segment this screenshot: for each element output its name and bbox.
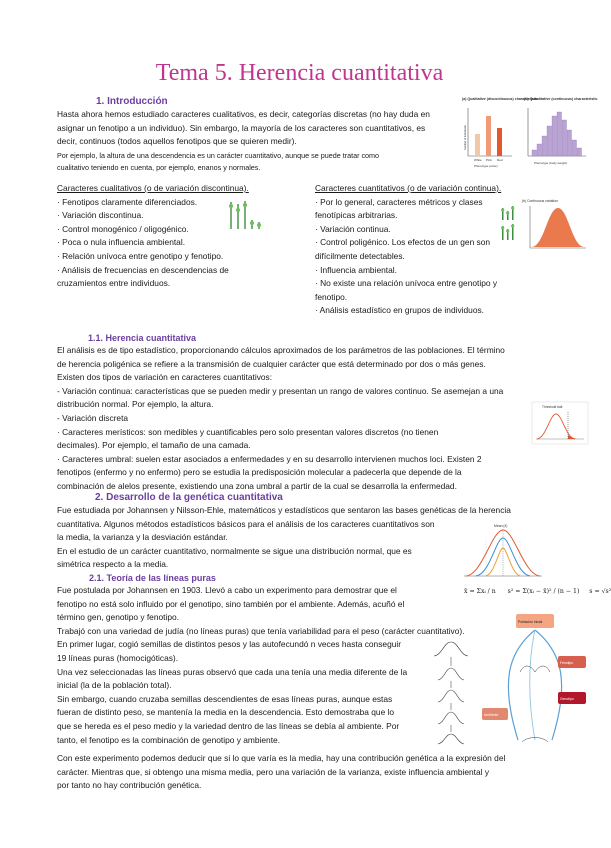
section-2-heading: 2. Desarrollo de la genética cuantitativa [95, 492, 283, 503]
text-line: En el estudio de un carácter cuantitativo, normalmente se sigue una distribución normal, que es [57, 545, 412, 556]
list-item: · Por lo general, caracteres métricos y clases [315, 196, 483, 207]
initial-population-label: Población inicial [518, 620, 543, 624]
quantitative-heading: Caracteres cuantitativos (o de variación continua). [315, 183, 502, 193]
phenotype-label: Fenotipo [560, 661, 574, 665]
list-item: · Influencia ambiental. [315, 264, 397, 275]
environment-label: Ambiente [484, 713, 499, 717]
variance-formula: s² = Σ(xᵢ − x̄)² / (n − 1) [507, 588, 580, 595]
text-line: · Caracteres merísticos: son medibles y cuantificables pero solo presentan valores discretos (no tienen [57, 426, 439, 437]
text-line: - Variación discreta [57, 412, 129, 423]
a-x-axis-label: Phenotype (color) [474, 164, 498, 168]
section-2-1-text [57, 584, 465, 747]
text-line: por tanto no hay contribución genética. [57, 780, 202, 791]
qualitative-heading: Caracteres cualitativos (o de variación discontinua). [57, 183, 249, 193]
list-item: · Control poligénico. Los efectos de un gen son [315, 237, 491, 248]
page-title: Tema 5. Herencia cuantitativa [155, 60, 444, 86]
section-1-1-heading: 1.1. Herencia cuantitativa [88, 333, 197, 343]
text-line: inicial (la de la población total). [57, 680, 172, 691]
list-item: · Relación unívoca entre genotipo y fenotipo. [57, 250, 224, 261]
text-line: Fue postulada por Johannsen en 1903. Llevó a cabo un experimento para demostrar que el [57, 585, 397, 595]
conclusion-text [57, 752, 505, 793]
text-line: que se hereda es el peso medio y la variedad dentro de las líneas se debía al ambiente. Por [57, 720, 400, 731]
pea-plants-illustration [226, 196, 266, 232]
lineage-arrow-right [535, 630, 562, 740]
text-line: - Variación continua: características que se pueden medir y presentan un rango de valores continuo. Se asemejan a una [57, 385, 504, 396]
text-line: combinación de alelos presente, existiendo una zona umbral a partir de la cual se desarrolla la enfermedad. [57, 480, 457, 491]
list-item: · Variación continua. [315, 223, 391, 234]
text-line: de herencia poligénica se refiere a la transmisión de cualquier carácter que está determinado por dos o más genes. [57, 358, 486, 369]
bar-pink [486, 116, 491, 156]
mean-formula: x̄ = Σxᵢ / n [464, 588, 496, 595]
text-line: fenotipo no está solo influido por el genotipo, sino también por el ambiente. Además, acuñó el [57, 598, 405, 609]
text-line: Por ejemplo, la altura de una descendencia es un carácter cuantitativo, aunque se puede tratar como [57, 151, 380, 160]
text-line: decir, continuos (todos aquellos fenotipos que se quieren medir). [57, 136, 297, 147]
a-y-axis-label: Number of individuals [464, 125, 467, 150]
lineage-arrow-center [530, 630, 535, 740]
threshold-title: Threshold trait [542, 405, 563, 409]
list-item: · Variación discontinua. [57, 210, 144, 221]
b-x-axis-label: Phenotype (body weight) [534, 161, 568, 165]
list-item: fenotípicas arbitrarias. [315, 210, 398, 221]
lineage-arrow-left [508, 630, 535, 740]
text-line: Fue estudiada por Johannsen y Nilsson-Ehle, matemáticos y estadísticos que sentaron las bases genéticas de la herencia [57, 505, 511, 515]
list-item: cruzamientos entre individuos. [57, 278, 171, 289]
quantitative-traits-list [315, 182, 501, 318]
bar-white [475, 134, 480, 156]
section-1-text [57, 108, 430, 149]
text-line: Una vez seleccionadas las líneas puras observó que cada una tenía una media diferente de la [57, 666, 408, 677]
continuous-variation-figure [500, 196, 590, 254]
section-2-text [57, 504, 511, 572]
text-line: En primer lugar, cogió semillas de distintos pesos y las autofecundó n veces hasta conseguir [57, 639, 402, 650]
panel-b-label: (b) Quantitative (continuous) characteristic [524, 97, 598, 101]
list-item: fenotipo. [315, 291, 348, 302]
selection-curve [520, 666, 550, 672]
normal-distributions-figure [462, 520, 544, 582]
continuous-variation-label: (b) Continuous variation [522, 199, 558, 203]
list-item: · Análisis estadístico en grupos de individuos. [315, 305, 484, 316]
qualitative-traits-list [57, 182, 249, 291]
text-line: simétrica respecto a la media. [57, 559, 169, 570]
text-line: El análisis es de tipo estadístico, proporcionando cálculos aproximados de los parámetros de las poblaciones. El término [57, 345, 505, 355]
panel-a-label: (a) Qualitative (discontinuous) characteristic [462, 97, 539, 101]
section-1-heading: 1. Introducción [96, 96, 168, 107]
list-item: · Análisis de frecuencias en descendencias de [57, 264, 229, 275]
text-line: asignar un fenotipo a un individuo). Sin embargo, la mayoría de los caracteres son cuantitativos, es [57, 122, 426, 133]
list-item: · Fenotipos claramente diferenciados. [57, 196, 198, 207]
text-line: cualitativo teniendo en cuenta, por ejemplo, enanos y normales. [57, 162, 261, 172]
histogram-bars [532, 112, 582, 156]
text-line: cuantitativa. Algunos métodos estadísticos básicos para el análisis de los caracteres cuantitativos son [57, 518, 435, 529]
text-line: tanto, el fenotipo es la combinación de genotipo y ambiente. [57, 734, 281, 745]
text-line: fueran de distinto peso, se mantenía la media en la descendencia. Esto demostraba que lo [57, 707, 395, 718]
section-2-1-heading: 2.1. Teoría de las líneas puras [89, 573, 216, 583]
section-1-example [57, 150, 379, 173]
johannsen-experiment-diagram [478, 612, 590, 748]
pure-lines-distributions-figure [430, 638, 472, 748]
a-tick: White [474, 158, 482, 162]
list-item: · No existe una relación unívoca entre genotipo y [315, 278, 498, 289]
genotype-label: Genotipo [560, 697, 574, 701]
normal-curve [532, 208, 584, 247]
mean-label: Mean (x̄) [494, 524, 508, 528]
bar-red [497, 128, 502, 156]
a-tick: Red [497, 158, 503, 162]
text-line: distribución normal. Por ejemplo, la altura. [57, 399, 214, 410]
text-line: 19 líneas puras (homocigóticas). [57, 652, 179, 663]
a-tick: Pink [486, 158, 492, 162]
sd-formula: s = √s² [589, 588, 611, 595]
text-line: Existen dos tipos de variación en caracteres cuantitativos: [57, 372, 273, 383]
list-item: · Poca o nula influencia ambiental. [57, 237, 186, 248]
text-line: la media, la varianza y la desviación estándar. [57, 532, 228, 543]
text-line: · Caracteres umbral: suelen estar asociados a enfermedades y en su desarrollo intervienen muchos loci. Existen 2 [57, 453, 482, 464]
text-line: decimales). Por ejemplo, el tamaño de una camada. [57, 440, 251, 451]
threshold-trait-figure [532, 402, 588, 444]
list-item: difícilmente detectables. [315, 250, 405, 261]
section-1-1-text [57, 344, 505, 494]
text-line: fenotipos (enfermo y no enfermo) pero se estudia la predisposición molecular a padecerla que depende de la [57, 467, 462, 478]
text-line: carácter. Mientras que, si obtengo una misma media, pero una variación de la varianza, existe influencia ambiental y [57, 766, 490, 777]
statistics-formulas [464, 588, 611, 595]
list-item: · Control monogénico / oligogénico. [57, 223, 189, 234]
text-line: Hasta ahora hemos estudiado caracteres cualitativos, es decir, categorías discretas (no hay duda en [57, 109, 430, 119]
text-line: Sin embargo, cuando cruzaba semillas descendientes de esas líneas puras, aunque estas [57, 693, 393, 704]
text-line: Trabajó con una variedad de judía (no líneas puras) que tenía variabilidad para el peso (carácter cuantitativo). [57, 625, 465, 636]
text-line: Con este experimento podemos deducir que si lo que varía es la media, hay una contribución genética a la expresión del [57, 753, 506, 763]
qualitative-vs-quantitative-figure [462, 94, 598, 172]
text-line: término gen, genotipo y fenotipo. [57, 612, 179, 623]
